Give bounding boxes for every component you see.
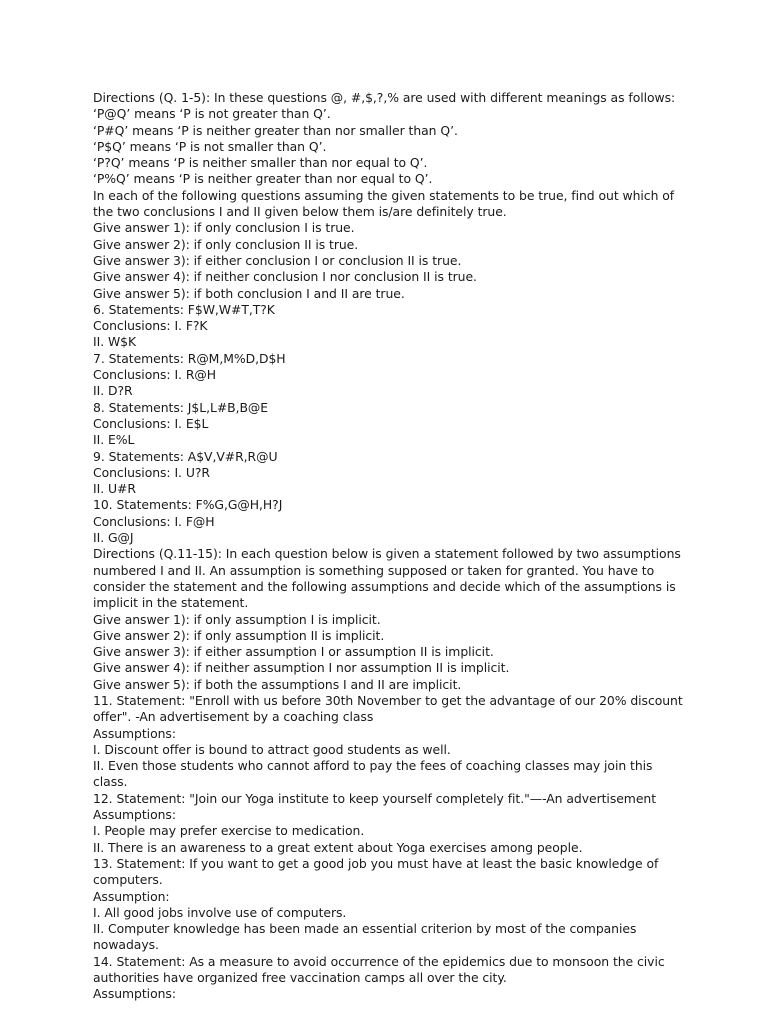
answer-option-3: Give answer 3): if either conclusion I or conclusion II is true. xyxy=(93,252,462,268)
definition-at: ‘P@Q’ means ‘P is not greater than Q’. xyxy=(93,106,331,122)
assumption-answer-2: Give answer 2): if only assumption II is implicit. xyxy=(93,627,385,643)
q8-conclusion-2: II. E%L xyxy=(93,432,135,448)
q7-statements: 7. Statements: R@M,M%D,D$H xyxy=(93,350,286,366)
assumption-answer-1: Give answer 1): if only assumption I is implicit. xyxy=(93,611,381,627)
q13-assumption-heading: Assumption: xyxy=(93,888,170,904)
assumption-answer-5: Give answer 5): if both the assumptions I and II are implicit. xyxy=(93,676,462,692)
directions-q11-15: Directions (Q.11-15): In each question below is given a statement followed by two assumptions numbered I and II. An assumption is something supposed or taken for granted. You have to consider the statement and the following assumptions and decide which of the assumptions is implicit in the statement. xyxy=(93,546,685,611)
q10-conclusion-2: II. G@J xyxy=(93,530,134,546)
q8-conclusion-1: Conclusions: I. E$L xyxy=(93,415,209,431)
definition-dollar: ‘P$Q’ means ‘P is not smaller than Q’. xyxy=(93,138,327,154)
q6-conclusion-2: II. W$K xyxy=(93,334,137,350)
q9-conclusion-2: II. U#R xyxy=(93,481,136,497)
q11-assumptions-heading: Assumptions: xyxy=(93,725,176,741)
q13-assumption-2: II. Computer knowledge has been made an essential criterion by most of the companies nowadays. xyxy=(93,921,641,953)
q11-statement: 11. Statement: "Enroll with us before 30th November to get the advantage of our 20% discount offer". -An advertisement by a coaching class xyxy=(93,692,687,725)
answer-option-5: Give answer 5): if both conclusion I and II are true. xyxy=(93,285,405,301)
definition-hash: ‘P#Q’ means ‘P is neither greater than nor smaller than Q’. xyxy=(93,122,458,138)
assumption-answer-4: Give answer 4): if neither assumption I nor assumption II is implicit. xyxy=(93,660,510,676)
q6-statements: 6. Statements: F$W,W#T,T?K xyxy=(93,301,275,317)
q10-conclusion-1: Conclusions: I. F@H xyxy=(93,513,215,529)
q9-conclusion-1: Conclusions: I. U?R xyxy=(93,464,210,480)
q11-assumption-2: II. Even those students who cannot afford to pay the fees of coaching classes may join this class. xyxy=(93,758,657,790)
q11-assumption-1: I. Discount offer is bound to attract good students as well. xyxy=(93,741,451,757)
q14-statement: 14. Statement: As a measure to avoid occurrence of the epidemics due to monsoon the civic authorities have organized free vaccination camps all over the city. xyxy=(93,953,669,986)
answer-option-1: Give answer 1): if only conclusion I is true. xyxy=(93,220,355,236)
assumption-answer-3: Give answer 3): if either assumption I or assumption II is implicit. xyxy=(93,644,494,660)
instructions-paragraph: In each of the following questions assuming the given statements to be true, find out which of the two conclusions I and II given below them is/are definitely true. xyxy=(93,187,679,220)
q7-conclusion-2: II. D?R xyxy=(93,383,133,399)
q10-statements: 10. Statements: F%G,G@H,H?J xyxy=(93,497,283,513)
definition-question: ‘P?Q’ means ‘P is neither smaller than nor equal to Q’. xyxy=(93,155,428,171)
q6-conclusion-1: Conclusions: I. F?K xyxy=(93,318,208,334)
directions-q1-5: Directions (Q. 1-5): In these questions @, #,$,?,% are used with different meanings as follows: xyxy=(93,90,676,105)
q7-conclusion-1: Conclusions: I. R@H xyxy=(93,367,216,383)
q9-statements: 9. Statements: A$V,V#R,R@U xyxy=(93,448,278,464)
q13-statement: 13. Statement: If you want to get a good job you must have at least the basic knowledge of computers. xyxy=(93,855,663,888)
q12-assumption-1: I. People may prefer exercise to medication. xyxy=(93,823,365,839)
q12-statement: 12. Statement: "Join our Yoga institute to keep yourself completely fit."—-An advertisement xyxy=(93,790,657,806)
q13-assumption-1: I. All good jobs involve use of computers. xyxy=(93,904,347,920)
definition-percent: ‘P%Q’ means ‘P is neither greater than nor equal to Q’. xyxy=(93,171,433,187)
q12-assumptions-heading: Assumptions: xyxy=(93,807,176,823)
answer-option-2: Give answer 2): if only conclusion II is true. xyxy=(93,236,359,252)
document-body xyxy=(93,90,687,1003)
q14-assumptions-heading: Assumptions: xyxy=(93,986,176,1002)
q12-assumption-2: II. There is an awareness to a great extent about Yoga exercises among people. xyxy=(93,839,583,855)
answer-option-4: Give answer 4): if neither conclusion I nor conclusion II is true. xyxy=(93,269,477,285)
q8-statements: 8. Statements: J$L,L#B,B@E xyxy=(93,399,269,415)
